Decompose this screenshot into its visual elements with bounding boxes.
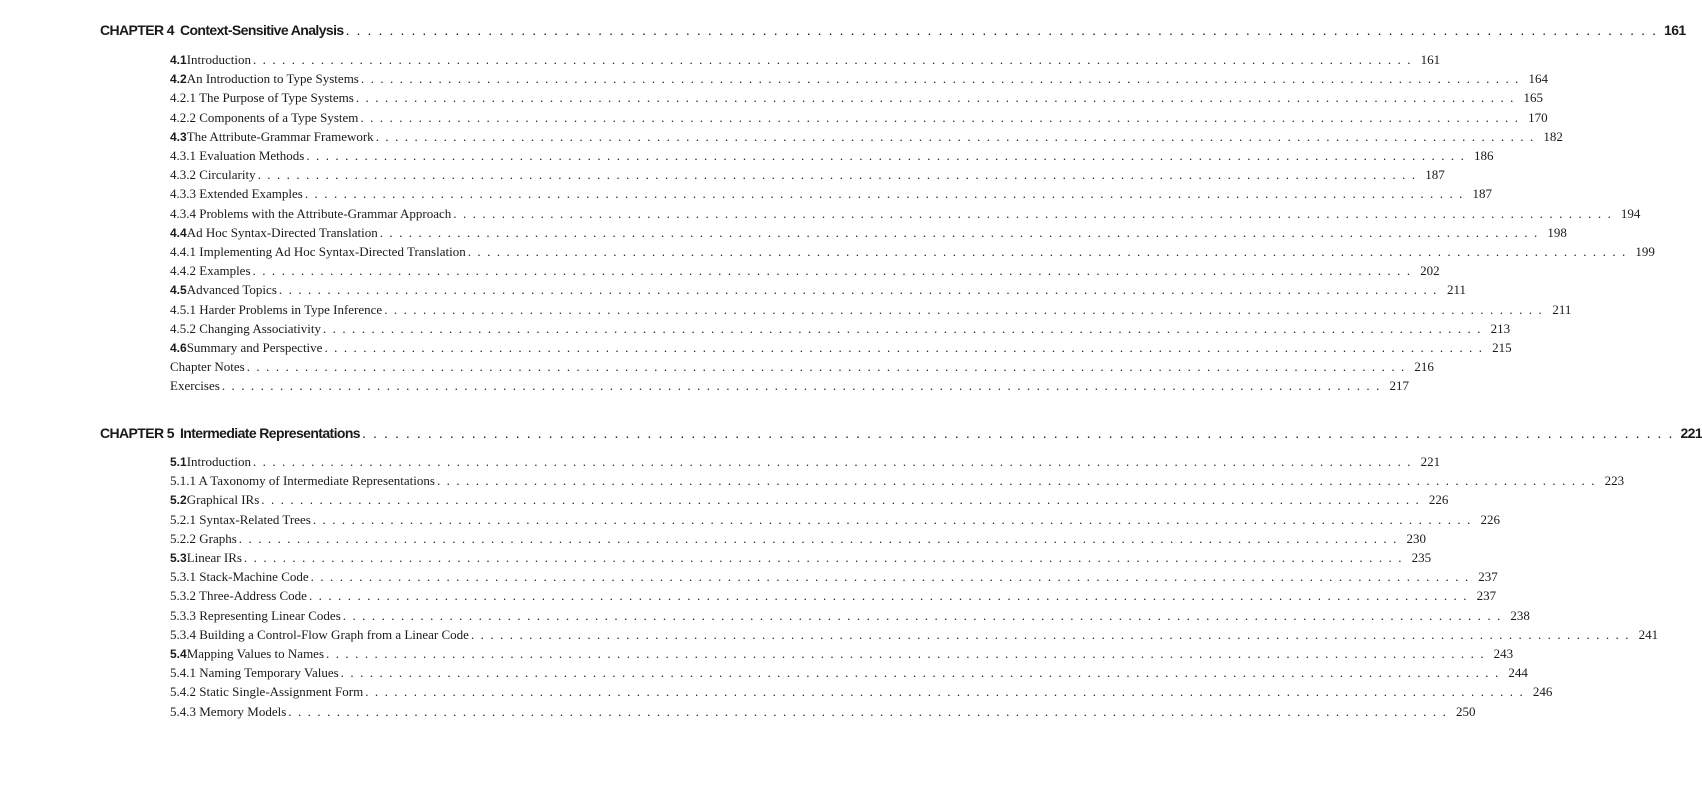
- toc-subsection-row[interactable]: [170, 109, 1548, 129]
- entry-page-number: 211: [1552, 301, 1572, 317]
- chapter-title: Intermediate Representations: [179, 425, 360, 441]
- entry-page-number: 226: [1480, 511, 1500, 527]
- toc-subsection-row[interactable]: [170, 186, 1493, 205]
- entry-title: Introduction: [186, 52, 251, 67]
- entry-page-number: 211: [1447, 282, 1467, 298]
- chapter-label: CHAPTER 4: [100, 22, 174, 38]
- dot-leader: . . . . . . . . . . . . . . . . . . . . . . . . . . . . . . . . . . . . . . . . . . . . . . . . . . . . . . . . . . . . . . . . . . . . . . . . . . . . . . . . . . . . . . . . . . . . . . . . . . . . . . . . . . . . . . . . . . . . . . . .: [326, 646, 1486, 661]
- toc-subsection-row[interactable]: [170, 530, 1426, 550]
- toc-subsection-row[interactable]: [170, 473, 1625, 492]
- dot-leader: . . . . . . . . . . . . . . . . . . . . . . . . . . . . . . . . . . . . . . . . . . . . . . . . . . . . . . . . . . . . . . . . . . . . . . . . . . . . . . . . . . . . . . . . . . . . . . . . . . . . . . . . . . . . . . . . . . . . . . . .: [360, 71, 1521, 87]
- chapter-heading[interactable]: [100, 22, 1686, 42]
- toc-subsection-row[interactable]: [170, 320, 1511, 340]
- section-number: 4.2: [170, 72, 187, 87]
- section-number: 4.6: [170, 341, 187, 355]
- chapter-heading[interactable]: [100, 425, 1702, 445]
- entry-page-number: 198: [1547, 224, 1567, 240]
- chapter-label: CHAPTER 5: [100, 425, 174, 441]
- dot-leader: . . . . . . . . . . . . . . . . . . . . . . . . . . . . . . . . . . . . . . . . . . . . . . . . . . . . . . . . . . . . . . . . . . . . . . . . . . . . . . . . . . . . . . . . . . . . . . . . . . . . . . . . . . . . . . . . . . . . . . . .: [470, 626, 1631, 642]
- section-number: 5.3: [170, 551, 187, 565]
- entry-title: An Introduction to Type Systems: [186, 71, 359, 87]
- dot-leader: . . . . . . . . . . . . . . . . . . . . . . . . . . . . . . . . . . . . . . . . . . . . . . . . . . . . . . . . . . . . . . . . . . . . . . . . . . . . . . . . . . . . . . . . . . . . . . . . . . . . . . . . . . . . . . . . . . . . . . . .: [360, 109, 1520, 125]
- toc-section-row[interactable]: [170, 224, 1567, 244]
- entry-title: 5.4.3 Memory Models: [170, 703, 287, 719]
- entry-page-number: 235: [1411, 550, 1432, 565]
- toc-section-row[interactable]: [170, 646, 1514, 665]
- toc-section-row[interactable]: [170, 340, 1512, 359]
- chapter-page-number: 161: [1664, 22, 1686, 38]
- entry-title: 5.3.1 Stack-Machine Code: [170, 569, 309, 585]
- toc-subsection-row[interactable]: [170, 244, 1655, 263]
- dot-leader: . . . . . . . . . . . . . . . . . . . . . . . . . . . . . . . . . . . . . . . . . . . . . . . . . . . . . . . . . . . . . . . . . . . . . . . . . . . . . . . . . . . . . . . . . . . . . . . . . . . . . . . . . . . . . . . . . . . . . . . .: [312, 511, 1472, 527]
- entry-title: Mapping Values to Names: [186, 646, 325, 661]
- chapter-page-number: 221: [1680, 425, 1702, 441]
- dot-leader: . . . . . . . . . . . . . . . . . . . . . . . . . . . . . . . . . . . . . . . . . . . . . . . . . . . . . . . . . . . . . . . . . . . . . . . . . . . . . . . . . . . . . . . . . . . . . . . . . . . . . . . . . . . . . . . . . . . . . . . .: [324, 340, 1484, 355]
- dot-leader: . . . . . . . . . . . . . . . . . . . . . . . . . . . . . . . . . . . . . . . . . . . . . . . . . . . . . . . . . . . . . . . . . . . . . . . . . . . . . . . . . . . . . . . . . . . . . . . . . . . . . . . . . . . . . . . . . . . . . . . .: [252, 52, 1413, 67]
- entry-page-number: 223: [1604, 473, 1625, 489]
- toc-subsection-row[interactable]: [170, 205, 1641, 225]
- toc-subsection-row[interactable]: [170, 626, 1659, 646]
- toc-section-row[interactable]: [170, 492, 1449, 511]
- toc-subsection-row[interactable]: [170, 588, 1497, 607]
- dot-leader: . . . . . . . . . . . . . . . . . . . . . . . . . . . . . . . . . . . . . . . . . . . . . . . . . . . . . . . . . . . . . . . . . . . . . . . . . . . . . . . . . . . . . . . . . . . . . . . . . . . . . . . . . . . . . . . . . . . . . . . .: [342, 607, 1502, 623]
- entry-title: Introduction: [186, 454, 251, 469]
- dot-leader: . . . . . . . . . . . . . . . . . . . . . . . . . . . . . . . . . . . . . . . . . . . . . . . . . . . . . . . . . . . . . . . . . . . . . . . . . . . . . . . . . . . . . . . . . . . . . . . . . . . . . . . . . . . . . . . . . . . . . . . .: [306, 148, 1466, 163]
- entry-title: 4.4.1 Implementing Ad Hoc Syntax-Directed Translation: [170, 244, 466, 259]
- toc-subsection-row[interactable]: [170, 263, 1440, 282]
- toc-subsection-row[interactable]: [170, 301, 1572, 321]
- dot-leader: . . . . . . . . . . . . . . . . . . . . . . . . . . . . . . . . . . . . . . . . . . . . . . . . . . . . . . . . . . . . . . . . . . . . . . . . . . . . . . . . . . . . . . . . . . . . . . . . . . . . . . . . . . . . . . . . . . . . . . . .: [362, 425, 1675, 441]
- toc-subsection-row[interactable]: [170, 665, 1528, 684]
- toc-subsection-row[interactable]: [170, 378, 1409, 397]
- entry-title: 5.3.3 Representing Linear Codes: [170, 607, 341, 623]
- entry-page-number: 244: [1508, 665, 1528, 681]
- entry-page-number: 213: [1490, 320, 1511, 336]
- dot-leader: . . . . . . . . . . . . . . . . . . . . . . . . . . . . . . . . . . . . . . . . . . . . . . . . . . . . . . . . . . . . . . . . . . . . . . . . . . . . . . . . . . . . . . . . . . . . . . . . . . . . . . . . . . . . . . . . . . . . . . . .: [436, 473, 1597, 489]
- toc-section-row[interactable]: [170, 550, 1432, 569]
- dot-leader: . . . . . . . . . . . . . . . . . . . . . . . . . . . . . . . . . . . . . . . . . . . . . . . . . . . . . . . . . . . . . . . . . . . . . . . . . . . . . . . . . . . . . . . . . . . . . . . . . . . . . . . . . . . . . . . . . . . . . . . .: [340, 665, 1500, 681]
- entry-title: 5.2.1 Syntax-Related Trees: [170, 511, 311, 527]
- entry-title: The Attribute-Grammar Framework: [186, 128, 374, 144]
- entry-title: 4.5.2 Changing Associativity: [170, 320, 321, 336]
- section-number: 5.4: [170, 647, 187, 661]
- dot-leader: . . . . . . . . . . . . . . . . . . . . . . . . . . . . . . . . . . . . . . . . . . . . . . . . . . . . . . . . . . . . . . . . . . . . . . . . . . . . . . . . . . . . . . . . . . . . . . . . . . . . . . . . . . . . . . . . . . . . . . . .: [288, 703, 1448, 719]
- entry-page-number: 226: [1428, 492, 1449, 508]
- entry-title: Graphical IRs: [186, 492, 260, 508]
- section-number: 4.4: [170, 225, 187, 240]
- entry-page-number: 237: [1476, 588, 1497, 604]
- entry-title: 5.2.2 Graphs: [170, 530, 237, 546]
- entry-page-number: 170: [1528, 109, 1548, 125]
- toc-subsection-row[interactable]: [170, 569, 1498, 588]
- dot-leader: . . . . . . . . . . . . . . . . . . . . . . . . . . . . . . . . . . . . . . . . . . . . . . . . . . . . . . . . . . . . . . . . . . . . . . . . . . . . . . . . . . . . . . . . . . . . . . . . . . . . . . . . . . . . . . . . . . . . . . . .: [221, 378, 1381, 394]
- dot-leader: . . . . . . . . . . . . . . . . . . . . . . . . . . . . . . . . . . . . . . . . . . . . . . . . . . . . . . . . . . . . . . . . . . . . . . . . . . . . . . . . . . . . . . . . . . . . . . . . . . . . . . . . . . . . . . . . . . . . . . . .: [322, 320, 1483, 336]
- entry-title: Chapter Notes: [170, 359, 245, 375]
- toc-subsection-row[interactable]: [170, 607, 1530, 627]
- entry-title: Linear IRs: [186, 550, 242, 565]
- entry-page-number: 246: [1532, 684, 1553, 700]
- entry-title: Summary and Perspective: [186, 340, 323, 355]
- entry-page-number: 221: [1420, 454, 1441, 469]
- dot-leader: . . . . . . . . . . . . . . . . . . . . . . . . . . . . . . . . . . . . . . . . . . . . . . . . . . . . . . . . . . . . . . . . . . . . . . . . . . . . . . . . . . . . . . . . . . . . . . . . . . . . . . . . . . . . . . . . . . . . . . . .: [467, 244, 1627, 259]
- entry-page-number: 237: [1478, 569, 1498, 585]
- section-number: 4.3: [170, 129, 187, 144]
- entry-title: 5.4.2 Static Single-Assignment Form: [170, 684, 364, 700]
- entry-title: 4.3.3 Extended Examples: [170, 186, 303, 202]
- section-number: 5.2: [170, 493, 187, 508]
- dot-leader: . . . . . . . . . . . . . . . . . . . . . . . . . . . . . . . . . . . . . . . . . . . . . . . . . . . . . . . . . . . . . . . . . . . . . . . . . . . . . . . . . . . . . . . . . . . . . . . . . . . . . . . . . . . . . . . . . . . . . . . .: [261, 492, 1421, 508]
- entry-page-number: 202: [1420, 263, 1440, 279]
- entry-title: 4.5.1 Harder Problems in Type Inference: [170, 301, 383, 317]
- entry-page-number: 187: [1425, 167, 1445, 183]
- chapter-title: Context-Sensitive Analysis: [179, 22, 344, 38]
- toc-subsection-row[interactable]: [170, 90, 1544, 109]
- entry-title: Exercises: [170, 378, 220, 394]
- dot-leader: . . . . . . . . . . . . . . . . . . . . . . . . . . . . . . . . . . . . . . . . . . . . . . . . . . . . . . . . . . . . . . . . . . . . . . . . . . . . . . . . . . . . . . . . . . . . . . . . . . . . . . . . . . . . . . . . . . . . . . . .: [345, 22, 1658, 38]
- dot-leader: . . . . . . . . . . . . . . . . . . . . . . . . . . . . . . . . . . . . . . . . . . . . . . . . . . . . . . . . . . . . . . . . . . . . . . . . . . . . . . . . . . . . . . . . . . . . . . . . . . . . . . . . . . . . . . . . . . . . . . . .: [278, 282, 1439, 298]
- dot-leader: . . . . . . . . . . . . . . . . . . . . . . . . . . . . . . . . . . . . . . . . . . . . . . . . . . . . . . . . . . . . . . . . . . . . . . . . . . . . . . . . . . . . . . . . . . . . . . . . . . . . . . . . . . . . . . . . . . . . . . . .: [238, 530, 1398, 546]
- dot-leader: . . . . . . . . . . . . . . . . . . . . . . . . . . . . . . . . . . . . . . . . . . . . . . . . . . . . . . . . . . . . . . . . . . . . . . . . . . . . . . . . . . . . . . . . . . . . . . . . . . . . . . . . . . . . . . . . . . . . . . . .: [375, 128, 1535, 144]
- toc-subsection-row[interactable]: [170, 684, 1553, 703]
- section-number: 4.1: [170, 53, 187, 67]
- entry-page-number: 187: [1472, 186, 1493, 202]
- toc-subsection-row[interactable]: [170, 703, 1476, 723]
- entry-page-number: 230: [1406, 530, 1426, 546]
- entry-title: 4.3.4 Problems with the Attribute-Grammar Approach: [170, 205, 452, 221]
- entry-title: 4.2.1 The Purpose of Type Systems: [170, 90, 354, 106]
- toc-section-row[interactable]: [170, 71, 1549, 90]
- dot-leader: . . . . . . . . . . . . . . . . . . . . . . . . . . . . . . . . . . . . . . . . . . . . . . . . . . . . . . . . . . . . . . . . . . . . . . . . . . . . . . . . . . . . . . . . . . . . . . . . . . . . . . . . . . . . . . . . . . . . . . . .: [379, 224, 1539, 240]
- toc-subsection-row[interactable]: [170, 359, 1434, 378]
- dot-leader: . . . . . . . . . . . . . . . . . . . . . . . . . . . . . . . . . . . . . . . . . . . . . . . . . . . . . . . . . . . . . . . . . . . . . . . . . . . . . . . . . . . . . . . . . . . . . . . . . . . . . . . . . . . . . . . . . . . . . . . .: [257, 167, 1417, 183]
- entry-page-number: 161: [1420, 52, 1441, 67]
- toc-section-row[interactable]: [170, 52, 1441, 71]
- toc-section-row[interactable]: [170, 282, 1467, 301]
- dot-leader: . . . . . . . . . . . . . . . . . . . . . . . . . . . . . . . . . . . . . . . . . . . . . . . . . . . . . . . . . . . . . . . . . . . . . . . . . . . . . . . . . . . . . . . . . . . . . . . . . . . . . . . . . . . . . . . . . . . . . . . .: [304, 186, 1465, 202]
- entry-page-number: 217: [1389, 378, 1409, 394]
- entry-title: 4.3.2 Circularity: [170, 167, 256, 183]
- entry-title: Advanced Topics: [186, 282, 277, 298]
- entry-page-number: 164: [1528, 71, 1549, 87]
- dot-leader: . . . . . . . . . . . . . . . . . . . . . . . . . . . . . . . . . . . . . . . . . . . . . . . . . . . . . . . . . . . . . . . . . . . . . . . . . . . . . . . . . . . . . . . . . . . . . . . . . . . . . . . . . . . . . . . . . . . . . . . .: [243, 550, 1404, 565]
- dot-leader: . . . . . . . . . . . . . . . . . . . . . . . . . . . . . . . . . . . . . . . . . . . . . . . . . . . . . . . . . . . . . . . . . . . . . . . . . . . . . . . . . . . . . . . . . . . . . . . . . . . . . . . . . . . . . . . . . . . . . . . .: [384, 301, 1544, 317]
- entry-page-number: 216: [1414, 359, 1434, 375]
- entry-page-number: 199: [1635, 244, 1655, 259]
- section-number: 5.1: [170, 455, 187, 469]
- toc-subsection-row[interactable]: [170, 511, 1500, 531]
- entry-title: 5.3.4 Building a Control-Flow Graph from a Linear Code: [170, 626, 469, 642]
- entry-page-number: 241: [1638, 626, 1659, 642]
- entry-title: Ad Hoc Syntax-Directed Translation: [186, 224, 378, 240]
- toc-subsection-row[interactable]: [170, 167, 1445, 186]
- dot-leader: . . . . . . . . . . . . . . . . . . . . . . . . . . . . . . . . . . . . . . . . . . . . . . . . . . . . . . . . . . . . . . . . . . . . . . . . . . . . . . . . . . . . . . . . . . . . . . . . . . . . . . . . . . . . . . . . . . . . . . . .: [308, 588, 1469, 604]
- entry-page-number: 238: [1510, 607, 1530, 623]
- entry-title: 4.3.1 Evaluation Methods: [170, 148, 305, 163]
- dot-leader: . . . . . . . . . . . . . . . . . . . . . . . . . . . . . . . . . . . . . . . . . . . . . . . . . . . . . . . . . . . . . . . . . . . . . . . . . . . . . . . . . . . . . . . . . . . . . . . . . . . . . . . . . . . . . . . . . . . . . . . .: [246, 359, 1406, 375]
- entry-page-number: 243: [1493, 646, 1514, 661]
- entry-title: 4.2.2 Components of a Type System: [170, 109, 359, 125]
- entry-page-number: 165: [1523, 90, 1544, 106]
- entry-page-number: 215: [1492, 340, 1512, 355]
- entry-page-number: 250: [1455, 703, 1476, 719]
- entry-page-number: 194: [1620, 205, 1641, 221]
- entry-title: 5.3.2 Three-Address Code: [170, 588, 307, 604]
- dot-leader: . . . . . . . . . . . . . . . . . . . . . . . . . . . . . . . . . . . . . . . . . . . . . . . . . . . . . . . . . . . . . . . . . . . . . . . . . . . . . . . . . . . . . . . . . . . . . . . . . . . . . . . . . . . . . . . . . . . . . . . .: [355, 90, 1516, 106]
- dot-leader: . . . . . . . . . . . . . . . . . . . . . . . . . . . . . . . . . . . . . . . . . . . . . . . . . . . . . . . . . . . . . . . . . . . . . . . . . . . . . . . . . . . . . . . . . . . . . . . . . . . . . . . . . . . . . . . . . . . . . . . .: [310, 569, 1470, 585]
- entry-page-number: 186: [1473, 148, 1494, 163]
- section-number: 4.5: [170, 283, 187, 298]
- toc-section-row[interactable]: [170, 454, 1441, 473]
- dot-leader: . . . . . . . . . . . . . . . . . . . . . . . . . . . . . . . . . . . . . . . . . . . . . . . . . . . . . . . . . . . . . . . . . . . . . . . . . . . . . . . . . . . . . . . . . . . . . . . . . . . . . . . . . . . . . . . . . . . . . . . .: [252, 454, 1413, 469]
- entry-title: 4.4.2 Examples: [170, 263, 251, 279]
- dot-leader: . . . . . . . . . . . . . . . . . . . . . . . . . . . . . . . . . . . . . . . . . . . . . . . . . . . . . . . . . . . . . . . . . . . . . . . . . . . . . . . . . . . . . . . . . . . . . . . . . . . . . . . . . . . . . . . . . . . . . . . .: [453, 205, 1613, 221]
- entry-title: 5.4.1 Naming Temporary Values: [170, 665, 339, 681]
- dot-leader: . . . . . . . . . . . . . . . . . . . . . . . . . . . . . . . . . . . . . . . . . . . . . . . . . . . . . . . . . . . . . . . . . . . . . . . . . . . . . . . . . . . . . . . . . . . . . . . . . . . . . . . . . . . . . . . . . . . . . . . .: [252, 263, 1412, 279]
- toc-section-row[interactable]: [170, 128, 1563, 148]
- entry-page-number: 182: [1543, 128, 1563, 144]
- dot-leader: . . . . . . . . . . . . . . . . . . . . . . . . . . . . . . . . . . . . . . . . . . . . . . . . . . . . . . . . . . . . . . . . . . . . . . . . . . . . . . . . . . . . . . . . . . . . . . . . . . . . . . . . . . . . . . . . . . . . . . . .: [365, 684, 1525, 700]
- entry-title: 5.1.1 A Taxonomy of Intermediate Representations: [170, 473, 435, 489]
- toc-subsection-row[interactable]: [170, 148, 1494, 167]
